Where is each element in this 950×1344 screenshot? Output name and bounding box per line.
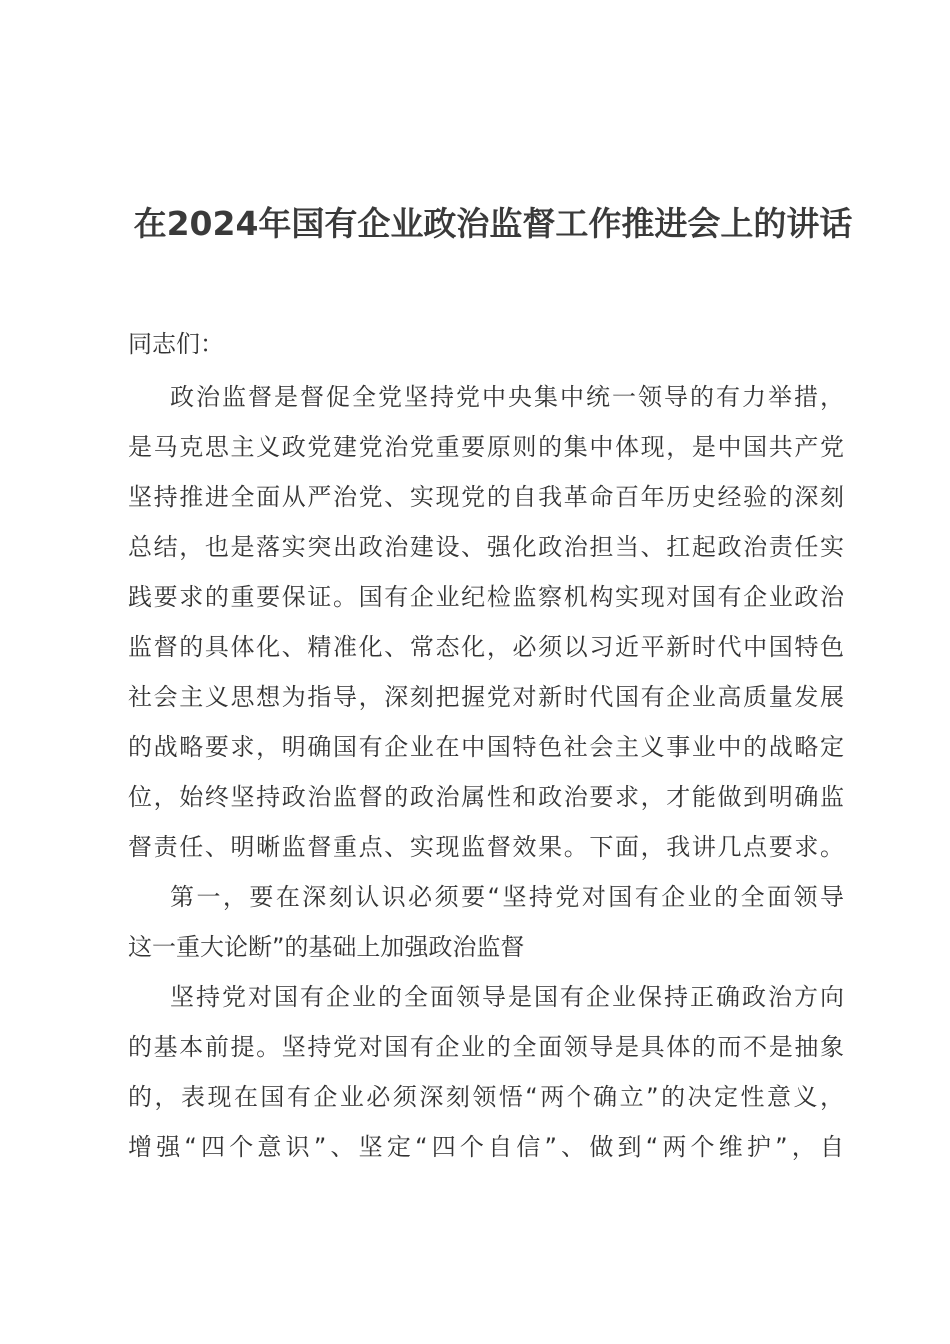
- body-line: 总结，也是落实突出政治建设、强化政治担当、扛起政治责任实: [128, 533, 844, 561]
- body-line: 践要求的重要保证。国有企业纪检监察机构实现对国有企业政治: [128, 583, 844, 611]
- body-line: 是马克思主义政党建党治党重要原则的集中体现，是中国共产党: [128, 433, 844, 461]
- body-line: 的，表现在国有企业必须深刻领悟“两个确立”的决定性意义，: [128, 1083, 844, 1111]
- body-line: 政治监督是督促全党坚持党中央集中统一领导的有力举措，: [170, 383, 844, 411]
- body-line: 社会主义思想为指导，深刻把握党对新时代国有企业高质量发展: [128, 683, 844, 711]
- document-body: [128, 372, 844, 1172]
- body-line: 增强“四个意识”、坚定“四个自信”、做到“两个维护”，自: [128, 1133, 844, 1161]
- document-title: 在2024年国有企业政治监督工作推进会上的讲话: [133, 204, 853, 243]
- body-line: 督责任、明晰监督重点、实现监督效果。下面，我讲几点要求。: [128, 833, 844, 861]
- body-line: 坚持党对国有企业的全面领导是国有企业保持正确政治方向: [170, 983, 844, 1011]
- body-line: 位，始终坚持政治监督的政治属性和政治要求，才能做到明确监: [128, 783, 844, 811]
- body-line: 的战略要求，明确国有企业在中国特色社会主义事业中的战略定: [128, 733, 844, 761]
- section-heading-line: 这一重大论断”的基础上加强政治监督: [128, 933, 525, 961]
- body-line: 坚持推进全面从严治党、实现党的自我革命百年历史经验的深刻: [128, 483, 844, 511]
- section-heading-line: 第一，要在深刻认识必须要“坚持党对国有企业的全面领导: [170, 883, 844, 911]
- body-line: 监督的具体化、精准化、常态化，必须以习近平新时代中国特色: [128, 633, 844, 661]
- body-line: 的基本前提。坚持党对国有企业的全面领导是具体的而不是抽象: [128, 1033, 844, 1061]
- salutation: 同志们：: [128, 330, 224, 358]
